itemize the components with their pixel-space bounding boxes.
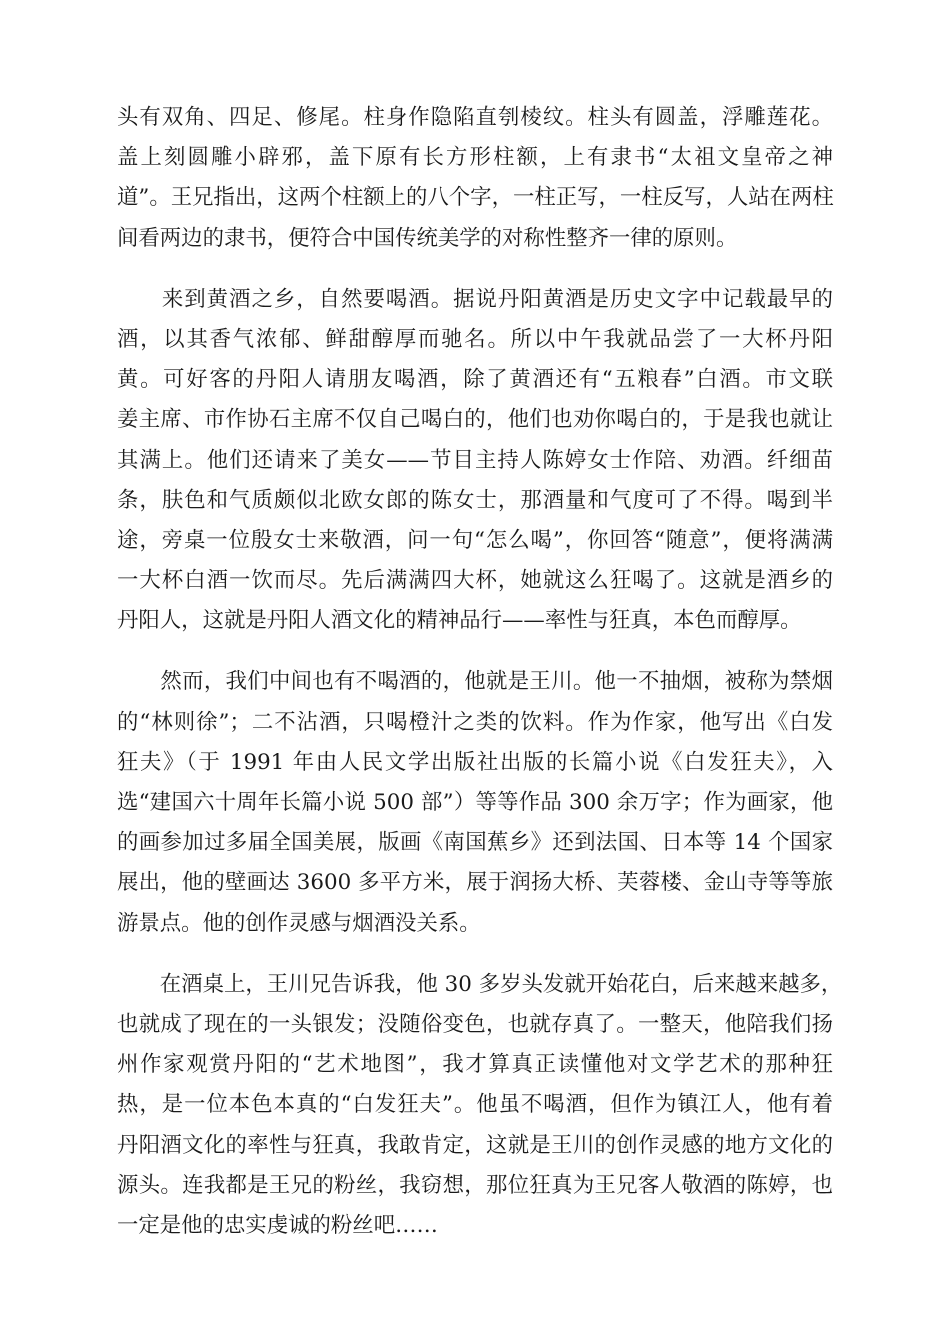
text-line: 狂夫》（于 1991 年由人民文学出版社出版的长篇小说《白发狂夫》，入 bbox=[117, 749, 833, 775]
text-line: 酒，以其香气浓郁、鲜甜醇厚而驰名。所以中午我就品尝了一大杯丹阳 bbox=[117, 326, 833, 352]
text-line: 展出，他的壁画达 3600 多平方米，展于润扬大桥、芙蓉楼、金山寺等等旅 bbox=[117, 870, 833, 896]
text-line: 道”。王兄指出，这两个柱额上的八个字，一柱正写，一柱反写，人站在两柱 bbox=[117, 185, 834, 211]
text-line: 其满上。他们还请来了美女——节目主持人陈婷女士作陪、劝酒。纤细苗 bbox=[117, 447, 833, 473]
paragraph bbox=[117, 98, 833, 259]
text-line: 游景点。他的创作灵感与烟酒没关系。 bbox=[117, 910, 481, 936]
text-line: 热，是一位本色本真的“白发狂夫”。他虽不喝酒，但作为镇江人，他有着 bbox=[117, 1092, 833, 1118]
text-line: 丹阳人，这就是丹阳人酒文化的精神品行——率性与狂真，本色而醇厚。 bbox=[117, 608, 802, 634]
paragraph bbox=[117, 662, 833, 943]
article-body bbox=[117, 98, 843, 1267]
text-line: 来到黄酒之乡，自然要喝酒。据说丹阳黄酒是历史文字中记载最早的 bbox=[117, 286, 833, 312]
text-line: 途，旁桌一位殷女士来敬酒，问一句“怎么喝”，你回答“随意”，便将满满 bbox=[117, 527, 833, 553]
text-line: 头有双角、四足、修尾。柱身作隐陷直刳棱纹。柱头有圆盖，浮雕莲花。 bbox=[117, 105, 833, 130]
text-line: 一大杯白酒一饮而尽。先后满满四大杯，她就这么狂喝了。这就是酒乡的 bbox=[117, 568, 833, 594]
text-line: 的“林则徐”；二不沾酒，只喝橙汁之类的饮料。作为作家，他写出《白发 bbox=[117, 709, 833, 735]
paragraph bbox=[117, 965, 843, 1246]
text-line: 间看两边的隶书，便符合中国传统美学的对称性整齐一律的原则。 bbox=[117, 225, 738, 251]
paragraph bbox=[117, 280, 833, 642]
text-line: 也就成了现在的一头银发；没随俗变色，也就存真了。一整天，他陪我们扬 bbox=[117, 1011, 833, 1037]
text-line: 黄。可好客的丹阳人请朋友喝酒，除了黄酒还有“五粮春”白酒。市文联 bbox=[117, 367, 833, 393]
text-line: 丹阳酒文化的率性与狂真，我敢肯定，这就是王川的创作灵感的地方文化的 bbox=[117, 1132, 833, 1158]
text-line: 一定是他的忠实虔诚的粉丝吧…… bbox=[117, 1212, 438, 1238]
text-line: 的画参加过多届全国美展，版画《南国蕉乡》还到法国、日本等 14 个国家 bbox=[117, 830, 833, 856]
text-line: 在酒桌上，王川兄告诉我，他 30 多岁头发就开始花白，后来越来越多， bbox=[117, 971, 843, 997]
text-line: 州作家观赏丹阳的“艺术地图”，我才算真正读懂他对文学艺术的那种狂 bbox=[117, 1052, 833, 1078]
text-line: 源头。连我都是王兄的粉丝，我窃想，那位狂真为王兄客人敬酒的陈婷，也 bbox=[117, 1172, 833, 1198]
text-line: 选“建国六十周年长篇小说 500 部”）等等作品 300 余万字；作为画家，他 bbox=[117, 790, 833, 815]
text-line: 条，肤色和气质颇似北欧女郎的陈女士，那酒量和气度可了不得。喝到半 bbox=[117, 487, 833, 513]
text-line: 然而，我们中间也有不喝酒的，他就是王川。他一不抽烟，被称为禁烟 bbox=[117, 669, 833, 695]
text-line: 盖上刻圆雕小辟邪，盖下原有长方形柱额，上有隶书“太祖文皇帝之神 bbox=[117, 145, 833, 171]
text-line: 姜主席、市作协石主席不仅自己喝白的，他们也劝你喝白的，于是我也就让 bbox=[117, 407, 833, 433]
